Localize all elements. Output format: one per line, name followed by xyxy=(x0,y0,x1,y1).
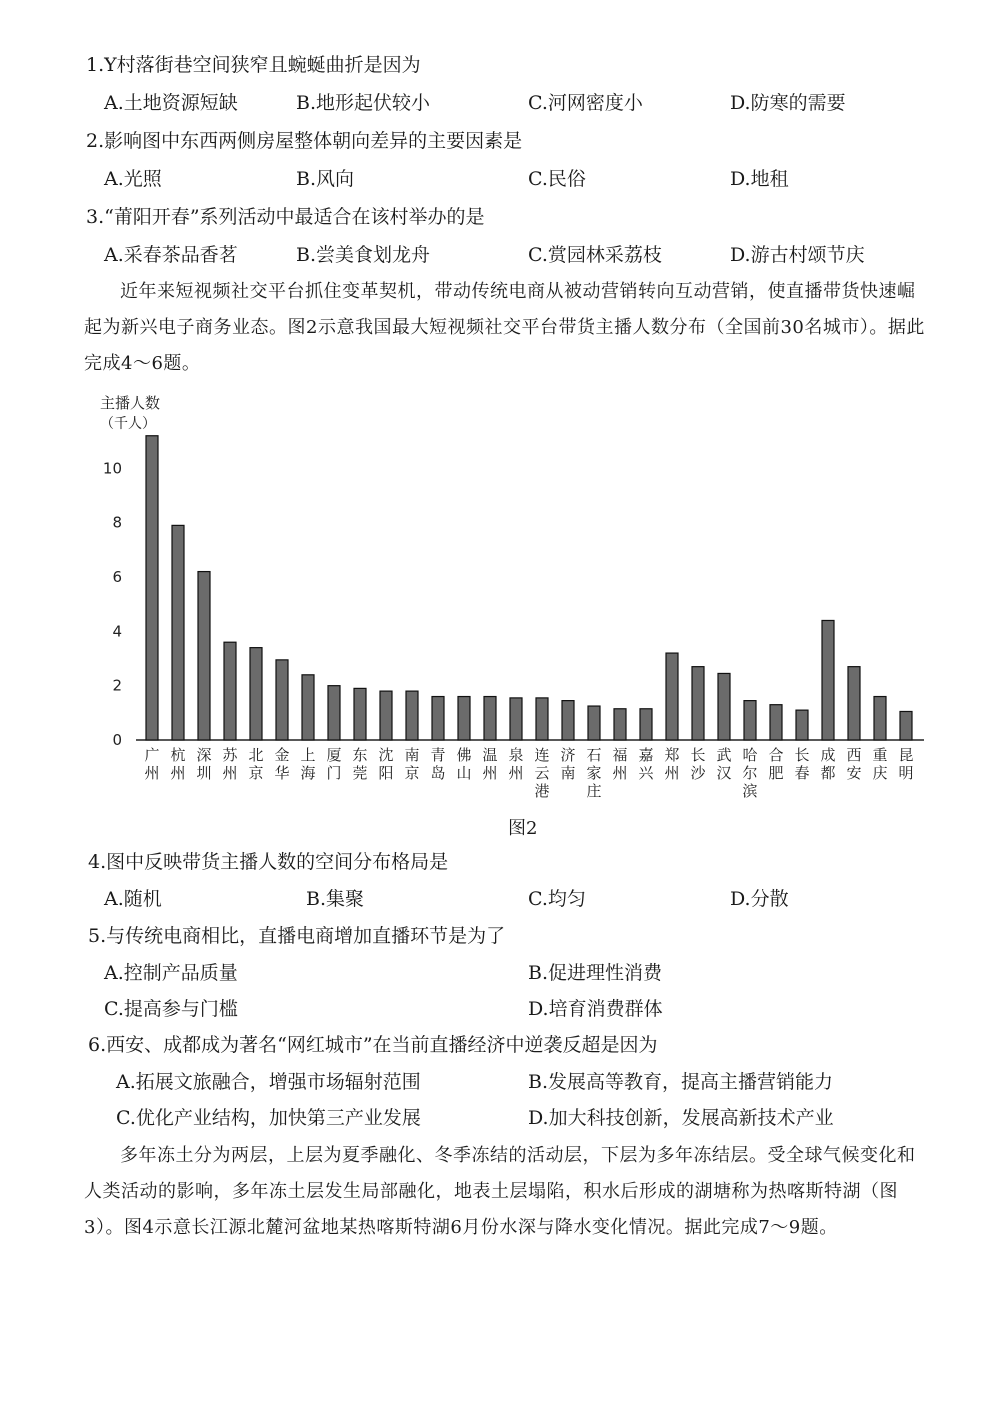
q6-stem: 6.西安、成都成为著名“网红城市”在当前直播经济中逆袭反超是因为 xyxy=(88,1034,658,1056)
bar-东莞 xyxy=(354,688,366,740)
category-label: 福州 xyxy=(612,746,628,782)
bar-济南 xyxy=(562,701,574,740)
anchor-count-bar-chart xyxy=(0,388,992,808)
bar-广州 xyxy=(146,436,158,740)
category-label: 东莞 xyxy=(352,746,368,782)
q3-stem: 3.“莆阳开春”系列活动中最适合在该村举办的是 xyxy=(86,206,485,228)
q1-option-a: A.土地资源短缺 xyxy=(104,92,238,114)
q6-option-c: C.优化产业结构，加快第三产业发展 xyxy=(116,1107,421,1129)
category-label: 温州 xyxy=(482,746,498,782)
bar-厦门 xyxy=(328,686,340,740)
q4-stem: 4.图中反映带货主播人数的空间分布格局是 xyxy=(88,851,449,873)
q3-option-a: A.采春茶品香茗 xyxy=(104,244,238,266)
category-label: 合肥 xyxy=(768,746,784,782)
category-label: 重庆 xyxy=(872,746,888,782)
q3-option-d: D.游古村颂节庆 xyxy=(730,244,865,266)
bar-上海 xyxy=(302,675,314,740)
q5-option-a: A.控制产品质量 xyxy=(104,962,238,984)
bar-深圳 xyxy=(198,572,210,740)
category-label: 杭州 xyxy=(170,746,186,782)
q6-option-b: B.发展高等教育，提高主播营销能力 xyxy=(528,1071,834,1093)
y-axis-unit: （千人） xyxy=(100,416,156,432)
category-label: 苏州 xyxy=(222,746,238,782)
q4-option-d: D.分散 xyxy=(730,888,789,910)
category-label: 郑州 xyxy=(664,746,680,782)
category-label: 北京 xyxy=(248,746,264,782)
y-axis-title: 主播人数 xyxy=(100,394,161,412)
figure-caption: 图2 xyxy=(508,818,538,839)
q5-option-b: B.促进理性消费 xyxy=(528,962,663,984)
y-tick-label: 6 xyxy=(112,568,122,586)
bar-合肥 xyxy=(770,705,782,740)
bar-杭州 xyxy=(172,525,184,740)
bar-温州 xyxy=(484,697,496,740)
q3-option-c: C.赏园林采荔枝 xyxy=(528,244,662,266)
bar-北京 xyxy=(250,648,262,740)
category-label: 嘉兴 xyxy=(638,746,654,782)
bar-郑州 xyxy=(666,653,678,740)
category-label: 深圳 xyxy=(196,746,212,782)
category-label: 石家庄 xyxy=(586,746,602,800)
y-tick-label: 8 xyxy=(112,513,122,532)
q6-option-d: D.加大科技创新，发展高新技术产业 xyxy=(528,1107,834,1129)
bar-金华 xyxy=(276,660,288,740)
q5-option-c: C.提高参与门槛 xyxy=(104,998,238,1020)
bar-哈尔滨 xyxy=(744,701,756,740)
q2-option-d: D.地租 xyxy=(730,168,789,190)
y-tick-label: 2 xyxy=(112,676,122,695)
passage-livestream: 近年来短视频社交平台抓住变革契机，带动传统电商从被动营销转向互动营销，使直播带货快速崛起为新兴电子商务业态。图2示意我国最大短视频社交平台带货主播人数分布（全国前30名城市）。据此完成4～6题。 xyxy=(84,281,925,374)
category-label: 济南 xyxy=(560,746,576,782)
bar-长沙 xyxy=(692,667,704,740)
bar-嘉兴 xyxy=(640,709,652,740)
category-label: 哈尔滨 xyxy=(742,746,758,800)
category-label: 佛山 xyxy=(456,746,472,782)
category-label: 长沙 xyxy=(690,746,706,782)
bar-泉州 xyxy=(510,698,522,740)
category-label: 青岛 xyxy=(430,746,446,782)
y-tick-label: 10 xyxy=(102,459,122,478)
bar-重庆 xyxy=(874,697,886,740)
q1-stem: 1.Y村落街巷空间狭窄且蜿蜒曲折是因为 xyxy=(86,54,421,76)
bar-苏州 xyxy=(224,642,236,740)
category-label: 西安 xyxy=(846,746,862,782)
q3-option-b: B.尝美食划龙舟 xyxy=(296,244,431,266)
passage-permafrost: 多年冻土分为两层，上层为夏季融化、冬季冻结的活动层，下层为多年冻结层。受全球气候变化和人类活动的影响，多年冻土层发生局部融化，地表土层塌陷，积水后形成的湖塘称为热喀斯特湖（图3）。图4示意长江源北麓河盆地某热喀斯特湖6月份水深与降水变化情况。据此完成7～9题。 xyxy=(84,1145,916,1238)
bar-沈阳 xyxy=(380,691,392,740)
q5-option-d: D.培育消费群体 xyxy=(528,998,663,1020)
bar-连云港 xyxy=(536,698,548,740)
category-label: 成都 xyxy=(820,746,836,782)
q1-option-b: B.地形起伏较小 xyxy=(296,92,431,114)
bar-西安 xyxy=(848,667,860,740)
q4-option-a: A.随机 xyxy=(104,888,162,910)
q2-option-c: C.民俗 xyxy=(528,168,586,190)
bar-成都 xyxy=(822,620,834,740)
category-label: 武汉 xyxy=(716,746,732,782)
bar-佛山 xyxy=(458,697,470,740)
bar-福州 xyxy=(614,709,626,740)
bar-武汉 xyxy=(718,673,730,740)
bar-南京 xyxy=(406,691,418,740)
category-label: 金华 xyxy=(274,746,290,782)
category-label: 厦门 xyxy=(326,746,342,782)
bar-长春 xyxy=(796,710,808,740)
category-label: 上海 xyxy=(300,746,316,782)
y-tick-label: 0 xyxy=(112,731,122,749)
y-tick-label: 4 xyxy=(112,622,122,641)
category-label: 昆明 xyxy=(898,746,914,782)
q2-option-b: B.风向 xyxy=(296,168,355,190)
category-label: 南京 xyxy=(404,746,420,782)
bar-石家庄 xyxy=(588,706,600,740)
q2-stem: 2.影响图中东西两侧房屋整体朝向差异的主要因素是 xyxy=(86,130,523,152)
bar-青岛 xyxy=(432,697,444,740)
q2-option-a: A.光照 xyxy=(104,168,162,190)
category-label: 广州 xyxy=(144,746,160,782)
q1-option-c: C.河网密度小 xyxy=(528,92,643,114)
category-label: 沈阳 xyxy=(378,746,394,782)
category-label: 长春 xyxy=(794,746,810,782)
bar-昆明 xyxy=(900,711,912,740)
q1-option-d: D.防寒的需要 xyxy=(730,92,846,114)
q5-stem: 5.与传统电商相比，直播电商增加直播环节是为了 xyxy=(88,925,506,947)
q6-option-a: A.拓展文旅融合，增强市场辐射范围 xyxy=(116,1071,421,1093)
category-label: 泉州 xyxy=(508,746,524,782)
q4-option-b: B.集聚 xyxy=(306,888,365,910)
q4-option-c: C.均匀 xyxy=(528,888,586,910)
category-label: 连云港 xyxy=(534,746,550,800)
